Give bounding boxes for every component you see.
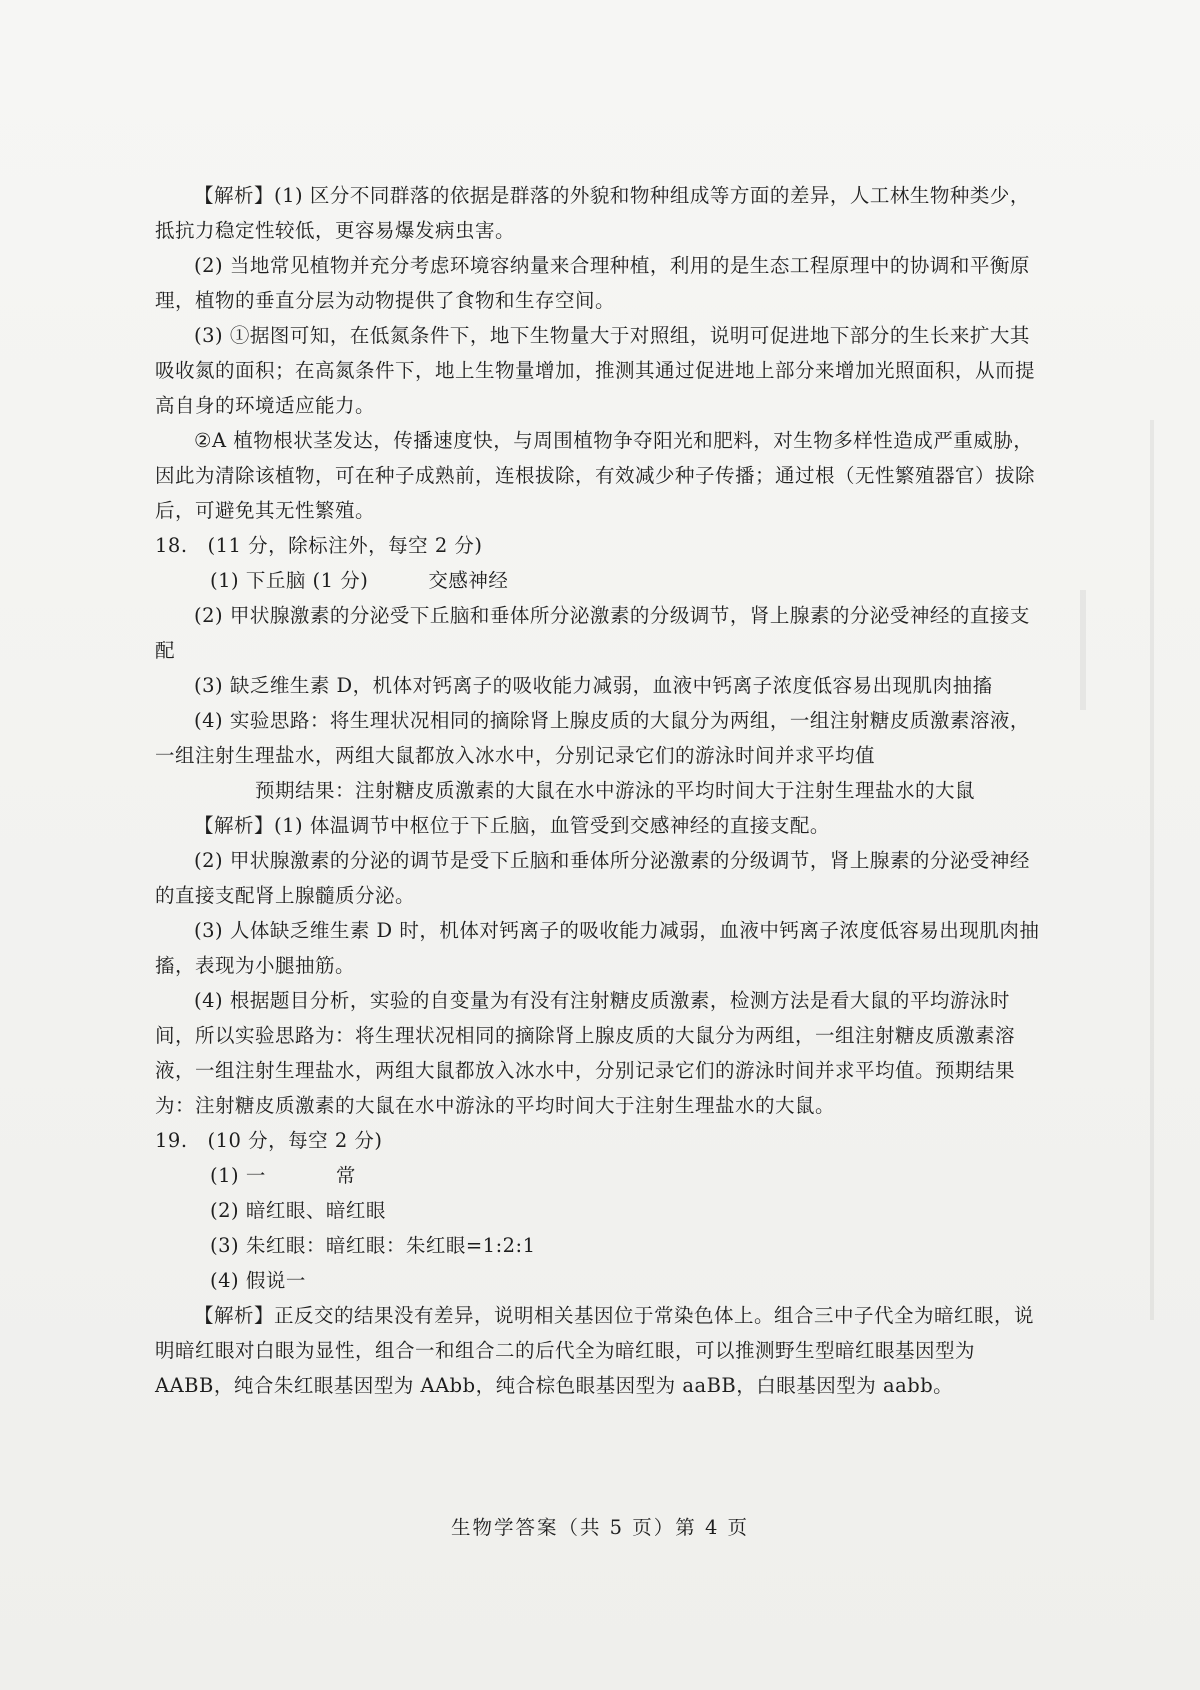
q17-analysis-4: ②A 植物根状茎发达，传播速度快，与周围植物争夺阳光和肥料，对生物多样性造成严重威胁，因此为清除该植物，可在种子成熟前，连根拔除，有效减少种子传播；通过根（无性繁殖器官）拔除后，可避免其无性繁殖。 [155, 429, 1036, 522]
q19-answer-1b: 常 [335, 1164, 356, 1187]
q18-answer-1b: 交感神经 [428, 569, 509, 592]
q17-analysis-1: 【解析】(1) 区分不同群落的依据是群落的外貌和物种组成等方面的差异，人工林生物种类少，抵抗力稳定性较低，更容易爆发病虫害。 [155, 184, 1030, 242]
q18-answer-1 [155, 563, 1045, 598]
page-footer: 生物学答案（共 5 页）第 4 页 [450, 1516, 750, 1539]
q18-answer-2: (2) 甲状腺激素的分泌受下丘脑和垂体所分泌激素的分级调节，肾上腺素的分泌受神经的直接支配 [155, 604, 1030, 662]
q18-expected-result: 预期结果：注射糖皮质激素的大鼠在水中游泳的平均时间大于注射生理盐水的大鼠 [255, 779, 976, 802]
q17-analysis-2: (2) 当地常见植物并充分考虑环境容纳量来合理种植，利用的是生态工程原理中的协调和平衡原理，植物的垂直分层为动物提供了食物和生存空间。 [155, 254, 1030, 312]
scan-artifact [1150, 420, 1154, 1320]
q19-answer-3: (3) 朱红眼：暗红眼：朱红眼=1:2:1 [210, 1234, 536, 1257]
q18-analysis-4: (4) 根据题目分析，实验的自变量为有没有注射糖皮质激素，检测方法是看大鼠的平均游泳时间，所以实验思路为：将生理状况相同的摘除肾上腺皮质的大鼠分为两组，一组注射糖皮质激素溶液，一组注射生理盐水，两组大鼠都放入冰水中，分别记录它们的游泳时间并求平均值。预期结果为：注射糖皮质激素的大鼠在水中游泳的平均时间大于注射生理盐水的大鼠。 [155, 989, 1016, 1117]
q18-analysis-3: (3) 人体缺乏维生素 D 时，机体对钙离子的吸收能力减弱，血液中钙离子浓度低容易出现肌肉抽搐，表现为小腿抽筋。 [155, 919, 1040, 977]
answer-content [155, 178, 1045, 1403]
q18-analysis-1: 【解析】(1) 体温调节中枢位于下丘脑，血管受到交感神经的直接支配。 [194, 814, 830, 837]
q18-answer-4: (4) 实验思路：将生理状况相同的摘除肾上腺皮质的大鼠分为两组，一组注射糖皮质激素溶液，一组注射生理盐水，两组大鼠都放入冰水中，分别记录它们的游泳时间并求平均值 [155, 709, 1030, 767]
q19-heading: 19. (10 分，每空 2 分) [155, 1129, 383, 1152]
scan-artifact [1080, 590, 1086, 710]
q19-analysis: 【解析】正反交的结果没有差异，说明相关基因位于常染色体上。组合三中子代全为暗红眼，说明暗红眼对白眼为显性，组合一和组合二的后代全为暗红眼，可以推测野生型暗红眼基因型为 AABB，纯合朱红眼基因型为 AAbb，纯合棕色眼基因型为 aaBB，白眼基因型为 aabb。 [155, 1304, 1035, 1397]
q18-analysis-2: (2) 甲状腺激素的分泌的调节是受下丘脑和垂体所分泌激素的分级调节，肾上腺素的分泌受神经的直接支配肾上腺髓质分泌。 [155, 849, 1030, 907]
q17-analysis-3: (3) ①据图可知，在低氮条件下，地下生物量大于对照组，说明可促进地下部分的生长来扩大其吸收氮的面积；在高氮条件下，地上生物量增加，推测其通过促进地上部分来增加光照面积，从而提高自身的环境适应能力。 [155, 324, 1036, 417]
q19-answer-1a: (1) 一 [210, 1164, 266, 1187]
q18-answer-3: (3) 缺乏维生素 D，机体对钙离子的吸收能力减弱，血液中钙离子浓度低容易出现肌肉抽搐 [194, 674, 993, 697]
q19-answer-2: (2) 暗红眼、暗红眼 [210, 1199, 386, 1222]
q18-heading: 18. (11 分，除标注外，每空 2 分) [155, 534, 483, 557]
q19-answer-4: (4) 假说一 [210, 1269, 306, 1292]
q19-answer-1 [155, 1158, 1045, 1193]
q18-answer-1a: (1) 下丘脑 (1 分) [210, 569, 369, 592]
